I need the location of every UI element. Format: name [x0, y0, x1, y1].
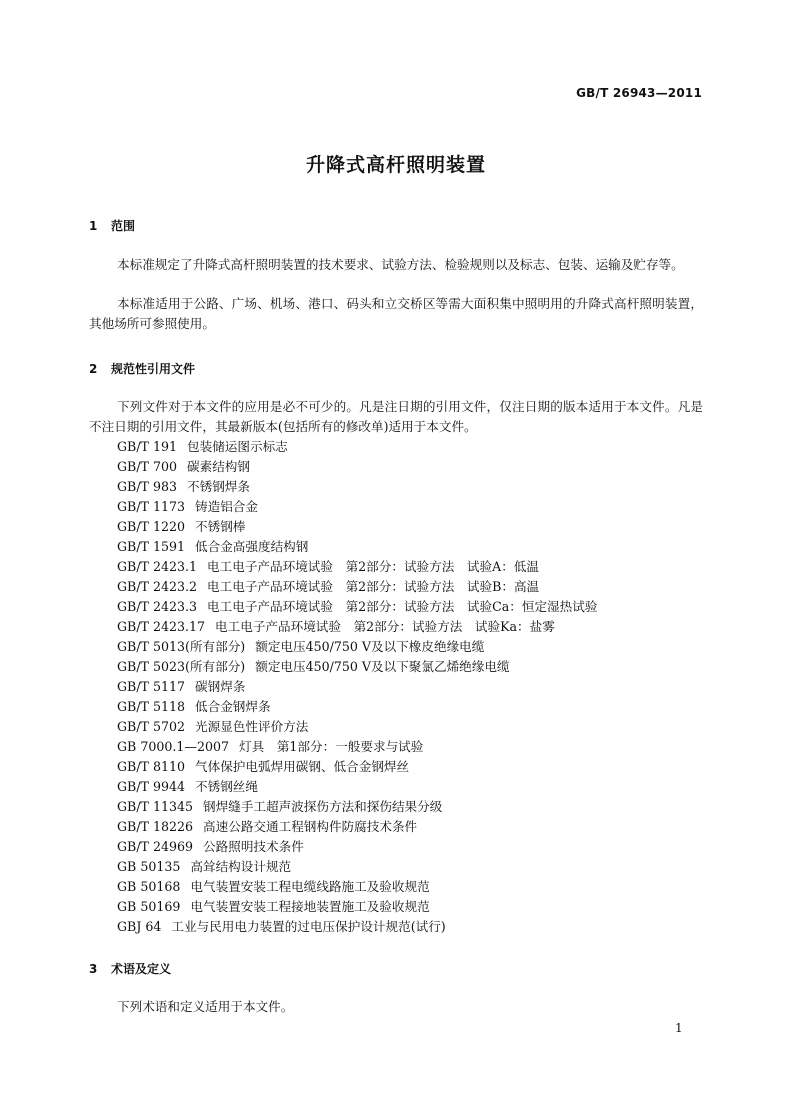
reference-list	[117, 437, 597, 937]
reference-code: GB/T 1591	[117, 539, 186, 554]
list-item	[117, 617, 597, 637]
reference-code: GB/T 18226	[117, 819, 194, 834]
reference-code: GB/T 5023(所有部分)	[117, 659, 246, 674]
paragraph: 本标准规定了升降式高杆照明装置的技术要求、试验方法、检验规则以及标志、包装、运输及贮存等。	[117, 257, 684, 272]
reference-code: GB/T 5702	[117, 719, 186, 734]
reference-title: 电工电子产品环境试验 第2部分：试验方法 试验A：低温	[207, 559, 539, 574]
list-item	[117, 897, 597, 917]
reference-title: 碳素结构钢	[187, 459, 250, 474]
list-item	[117, 877, 597, 897]
reference-code: GB/T 1220	[117, 519, 186, 534]
reference-title: 包装储运图示标志	[187, 439, 288, 454]
reference-code: GB/T 11345	[117, 799, 194, 814]
list-item	[117, 557, 597, 577]
reference-title: 光源显色性评价方法	[195, 719, 309, 734]
reference-code: GB/T 2423.1	[117, 559, 198, 574]
reference-code: GB/T 5117	[117, 679, 186, 694]
list-item	[117, 657, 597, 677]
reference-code: GB/T 9944	[117, 779, 186, 794]
list-item	[117, 797, 597, 817]
reference-code: GB 7000.1—2007	[117, 739, 230, 754]
page-number: 1	[675, 1021, 683, 1035]
reference-code: GB/T 24969	[117, 839, 194, 854]
reference-code: GB 50168	[117, 879, 181, 894]
reference-title: 低合金高强度结构钢	[195, 539, 309, 554]
list-item	[117, 857, 597, 877]
list-item	[117, 717, 597, 737]
list-item	[117, 517, 597, 537]
reference-code: GB/T 8110	[117, 759, 186, 774]
list-item	[117, 677, 597, 697]
reference-code: GBJ 64	[117, 919, 162, 934]
list-item	[117, 817, 597, 837]
section-heading-terms-definitions	[89, 960, 171, 977]
section-number: 2	[89, 362, 98, 376]
list-item	[117, 777, 597, 797]
list-item	[117, 757, 597, 777]
paragraph: 下列文件对于本文件的应用是必不可少的。凡是注日期的引用文件，仅注日期的版本适用于本文件。凡是不注日期的引用文件，其最新版本(包括所有的修改单)适用于本文件。	[89, 399, 703, 434]
reference-title: 额定电压450/750 V及以下聚氯乙烯绝缘电缆	[255, 659, 510, 674]
list-item	[117, 537, 597, 557]
reference-code: GB 50169	[117, 899, 181, 914]
reference-code: GB 50135	[117, 859, 181, 874]
reference-code: GB/T 191	[117, 439, 177, 454]
reference-code: GB/T 2423.3	[117, 599, 198, 614]
list-item	[117, 837, 597, 857]
reference-title: 钢焊缝手工超声波探伤方法和探伤结果分级	[203, 799, 443, 814]
reference-title: 气体保护电弧焊用碳钢、低合金钢焊丝	[195, 759, 410, 774]
section-number: 1	[89, 219, 98, 233]
section-heading-scope	[89, 217, 135, 234]
reference-title: 电工电子产品环境试验 第2部分：试验方法 试验B：高温	[207, 579, 540, 594]
section-title: 术语及定义	[111, 962, 172, 976]
reference-title: 碳钢焊条	[195, 679, 246, 694]
reference-title: 电工电子产品环境试验 第2部分：试验方法 试验Ka：盐雾	[215, 619, 555, 634]
reference-title: 不锈钢棒	[195, 519, 246, 534]
list-item	[117, 577, 597, 597]
reference-title: 工业与民用电力装置的过电压保护设计规范(试行)	[171, 919, 446, 934]
standard-code: GB/T 26943—2011	[576, 86, 702, 100]
document-title: 升降式高杆照明装置	[305, 154, 486, 176]
list-item	[117, 697, 597, 717]
reference-title: 电气装置安装工程接地装置施工及验收规范	[190, 899, 430, 914]
reference-title: 高速公路交通工程钢构件防腐技术条件	[203, 819, 418, 834]
reference-title: 电气装置安装工程电缆线路施工及验收规范	[190, 879, 430, 894]
list-item	[117, 477, 597, 497]
reference-code: GB/T 5013(所有部分)	[117, 639, 246, 654]
reference-code: GB/T 2423.17	[117, 619, 206, 634]
list-item	[117, 917, 597, 937]
reference-title: 公路照明技术条件	[203, 839, 304, 854]
reference-code: GB/T 1173	[117, 499, 186, 514]
reference-code: GB/T 700	[117, 459, 177, 474]
reference-title: 额定电压450/750 V及以下橡皮绝缘电缆	[255, 639, 485, 654]
reference-code: GB/T 983	[117, 479, 177, 494]
section-heading-normative-references	[89, 360, 195, 377]
section-number: 3	[89, 962, 98, 976]
list-item	[117, 637, 597, 657]
reference-code: GB/T 5118	[117, 699, 186, 714]
reference-title: 灯具 第1部分：一般要求与试验	[239, 739, 424, 754]
section-title: 规范性引用文件	[111, 362, 196, 376]
reference-title: 不锈钢焊条	[187, 479, 250, 494]
reference-title: 低合金钢焊条	[195, 699, 271, 714]
reference-title: 不锈钢丝绳	[195, 779, 258, 794]
list-item	[117, 497, 597, 517]
paragraph: 下列术语和定义适用于本文件。	[117, 999, 294, 1014]
list-item	[117, 737, 597, 757]
reference-code: GB/T 2423.2	[117, 579, 198, 594]
list-item	[117, 457, 597, 477]
reference-title: 铸造铝合金	[195, 499, 258, 514]
list-item	[117, 597, 597, 617]
section-title: 范围	[111, 219, 136, 233]
reference-title: 电工电子产品环境试验 第2部分：试验方法 试验Ca：恒定湿热试验	[207, 599, 598, 614]
paragraph: 本标准适用于公路、广场、机场、港口、码头和立交桥区等需大面积集中照明用的升降式高杆照明装置，其他场所可参照使用。	[89, 296, 703, 331]
reference-title: 高耸结构设计规范	[190, 859, 292, 874]
list-item	[117, 437, 597, 457]
